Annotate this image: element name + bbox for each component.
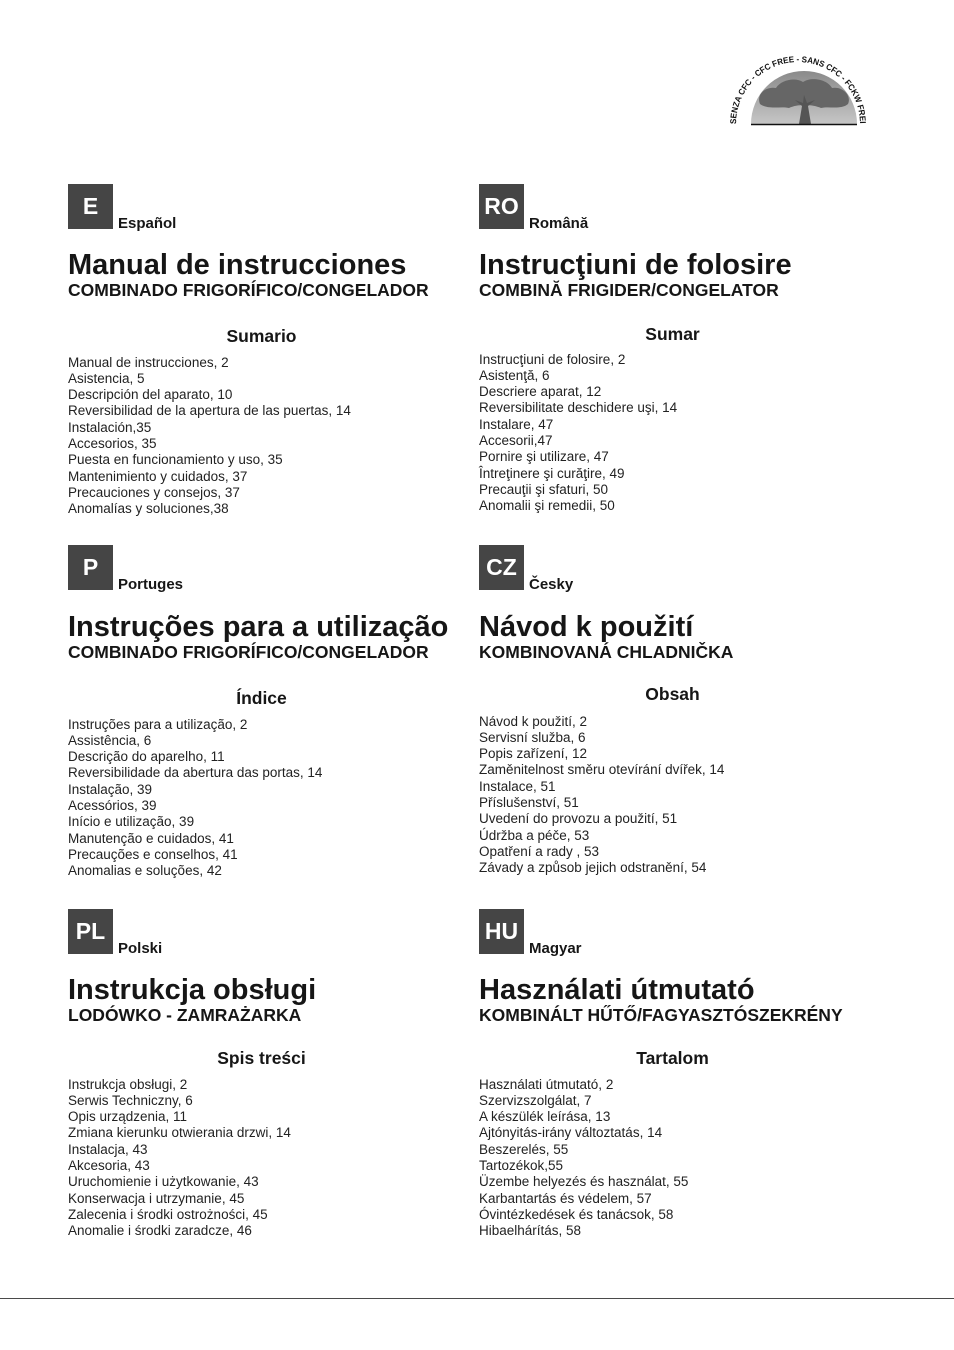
contents-item: Használati útmutató, 2 — [479, 1076, 614, 1092]
contents-item: Anomalie i środki zaradcze, 46 — [68, 1223, 252, 1239]
contents-heading: Obsah — [645, 684, 700, 704]
contents-item: Opis urządzenia, 11 — [68, 1109, 188, 1125]
contents-item: Precauções e conselhos, 41 — [68, 847, 238, 863]
contents-item: Instalación,35 — [68, 419, 152, 435]
manual-title: Návod k použití — [479, 611, 694, 643]
contents-item: Întreţinere şi curăţire, 49 — [479, 465, 625, 481]
language-name: Español — [118, 215, 177, 232]
contents-item: Instruções para a utilização, 2 — [68, 716, 248, 732]
contents-item: Descrição do aparelho, 11 — [68, 749, 225, 765]
footer-rule — [0, 1298, 954, 1299]
contents-item: Precauţii şi sfaturi, 50 — [479, 482, 609, 498]
contents-item: Instalace, 51 — [479, 778, 556, 794]
contents-item: Návod k použití, 2 — [479, 713, 588, 729]
language-code-badge — [479, 545, 524, 590]
contents-item: Início e utilização, 39 — [68, 814, 195, 830]
contents-heading: Tartalom — [636, 1048, 709, 1068]
contents-item: Reversibilitate deschidere uşi, 14 — [479, 400, 678, 416]
language-code-badge — [479, 909, 524, 954]
contents-item: Accesorios, 35 — [68, 436, 157, 452]
language-name: Česky — [529, 576, 574, 593]
contents-heading: Sumario — [226, 326, 297, 346]
contents-item: Reversibilidad de la apertura de las puertas, 14 — [68, 403, 351, 419]
contents-item: Instalacja, 43 — [68, 1141, 148, 1157]
language-code: RO — [484, 193, 519, 219]
contents-item: Údržba a péče, 53 — [479, 827, 590, 843]
contents-item: Anomalías y soluciones,38 — [68, 501, 229, 517]
language-code-badge — [68, 545, 113, 590]
contents-item: Manual de instrucciones, 2 — [68, 354, 229, 370]
language-name: Magyar — [529, 940, 582, 957]
language-code: HU — [484, 918, 519, 944]
contents-list — [479, 1077, 688, 1240]
contents-item: Puesta en funcionamiento y uso, 35 — [68, 452, 283, 468]
contents-item: Descripción del aparato, 10 — [68, 387, 233, 403]
manual-title: Instrukcja obsługi — [68, 974, 317, 1006]
contents-item: Acessórios, 39 — [68, 798, 157, 814]
language-code-badge — [68, 909, 113, 954]
contents-item: Mantenimiento y cuidados, 37 — [68, 468, 248, 484]
contents-item: Závady a způsob jejich odstranění, 54 — [479, 860, 707, 876]
contents-item: Szervizszolgálat, 7 — [479, 1092, 592, 1108]
language-code: P — [82, 554, 99, 580]
contents-item: Asistenţă, 6 — [479, 367, 550, 383]
language-code: CZ — [486, 554, 517, 580]
contents-item: Zmiana kierunku otwierania drzwi, 14 — [68, 1125, 291, 1141]
manual-title: Manual de instrucciones — [68, 249, 407, 281]
contents-heading: Sumar — [645, 324, 700, 344]
language-code: PL — [75, 918, 106, 944]
contents-item: Manutenção e cuidados, 41 — [68, 830, 234, 846]
logo-arc-text: SENZA CFC - CFC FREE - SANS CFC - FCKW FREI — [727, 54, 869, 125]
contents-item: Instalare, 47 — [479, 416, 554, 432]
contents-list — [68, 355, 351, 518]
cfc-free-logo — [720, 50, 875, 130]
contents-list — [68, 717, 322, 880]
language-code: E — [82, 193, 99, 219]
contents-item: Descriere aparat, 12 — [479, 384, 602, 400]
contents-item: Ajtónyitás-irány változtatás, 14 — [479, 1125, 663, 1141]
product-subtitle: LODÓWKO - ZAMRAŻARKA — [68, 1005, 302, 1025]
language-code-badge — [479, 184, 524, 229]
section-ro — [479, 184, 866, 524]
contents-item: Instrukcja obsługi, 2 — [68, 1076, 188, 1092]
contents-item: Anomalii şi remedii, 50 — [479, 498, 615, 514]
contents-item: Hibaelhárítás, 58 — [479, 1223, 582, 1239]
contents-item: Serwis Techniczny, 6 — [68, 1092, 193, 1108]
section-cz — [479, 545, 866, 885]
contents-heading: Índice — [236, 688, 287, 708]
contents-item: Üzembe helyezés és használat, 55 — [479, 1174, 689, 1190]
contents-item: Příslušenství, 51 — [479, 795, 579, 811]
contents-item: Reversibilidade da abertura das portas, 14 — [68, 765, 323, 781]
contents-item: Konserwacja i utrzymanie, 45 — [68, 1190, 245, 1206]
section-hu — [479, 909, 866, 1249]
section-es — [68, 184, 455, 524]
contents-item: Tartozékok,55 — [479, 1158, 564, 1174]
contents-item: Zalecenia i środki ostrożności, 45 — [68, 1207, 268, 1223]
contents-item: Akcesoria, 43 — [68, 1158, 150, 1174]
manual-title: Használati útmutató — [479, 974, 755, 1006]
product-subtitle: COMBINADO FRIGORÍFICO/CONGELADOR — [68, 280, 429, 300]
contents-item: Uruchomienie i użytkowanie, 43 — [68, 1174, 259, 1190]
contents-item: Assistência, 6 — [68, 732, 152, 748]
language-code-badge — [68, 184, 113, 229]
contents-item: A készülék leírása, 13 — [479, 1109, 611, 1125]
product-subtitle: COMBINĂ FRIGIDER/CONGELATOR — [479, 280, 779, 300]
contents-item: Accesorii,47 — [479, 433, 553, 449]
product-subtitle: KOMBINOVANÁ CHLADNIČKA — [479, 642, 734, 662]
contents-item: Instrucţiuni de folosire, 2 — [479, 351, 626, 367]
manual-title: Instrucţiuni de folosire — [479, 249, 792, 281]
contents-item: Precauciones y consejos, 37 — [68, 485, 240, 501]
manual-title: Instruções para a utilização — [68, 611, 449, 643]
contents-item: Opatření a rady , 53 — [479, 844, 600, 860]
product-subtitle: COMBINADO FRIGORÍFICO/CONGELADOR — [68, 642, 429, 662]
language-name: Română — [529, 215, 589, 232]
language-name: Polski — [118, 940, 163, 957]
product-subtitle: KOMBINÁLT HŰTŐ/FAGYASZTÓSZEKRÉNY — [479, 1005, 843, 1025]
contents-list — [479, 352, 677, 515]
contents-item: Instalação, 39 — [68, 781, 153, 797]
contents-list — [479, 714, 724, 877]
section-pt — [68, 545, 455, 885]
contents-item: Beszerelés, 55 — [479, 1141, 569, 1157]
contents-item: Asistencia, 5 — [68, 370, 145, 386]
contents-item: Zaměnitelnost směru otevírání dvířek, 14 — [479, 762, 725, 778]
contents-item: Óvintézkedések és tanácsok, 58 — [479, 1207, 674, 1223]
contents-item: Uvedení do provozu a použití, 51 — [479, 811, 678, 827]
contents-heading: Spis treści — [217, 1048, 306, 1068]
contents-item: Anomalias e soluções, 42 — [68, 863, 222, 879]
contents-item: Karbantartás és védelem, 57 — [479, 1190, 652, 1206]
contents-item: Servisní služba, 6 — [479, 729, 586, 745]
contents-item: Pornire şi utilizare, 47 — [479, 449, 609, 465]
contents-item: Popis zařízení, 12 — [479, 746, 588, 762]
language-name: Portuges — [118, 576, 184, 593]
contents-list — [68, 1077, 291, 1240]
section-pl — [68, 909, 455, 1249]
